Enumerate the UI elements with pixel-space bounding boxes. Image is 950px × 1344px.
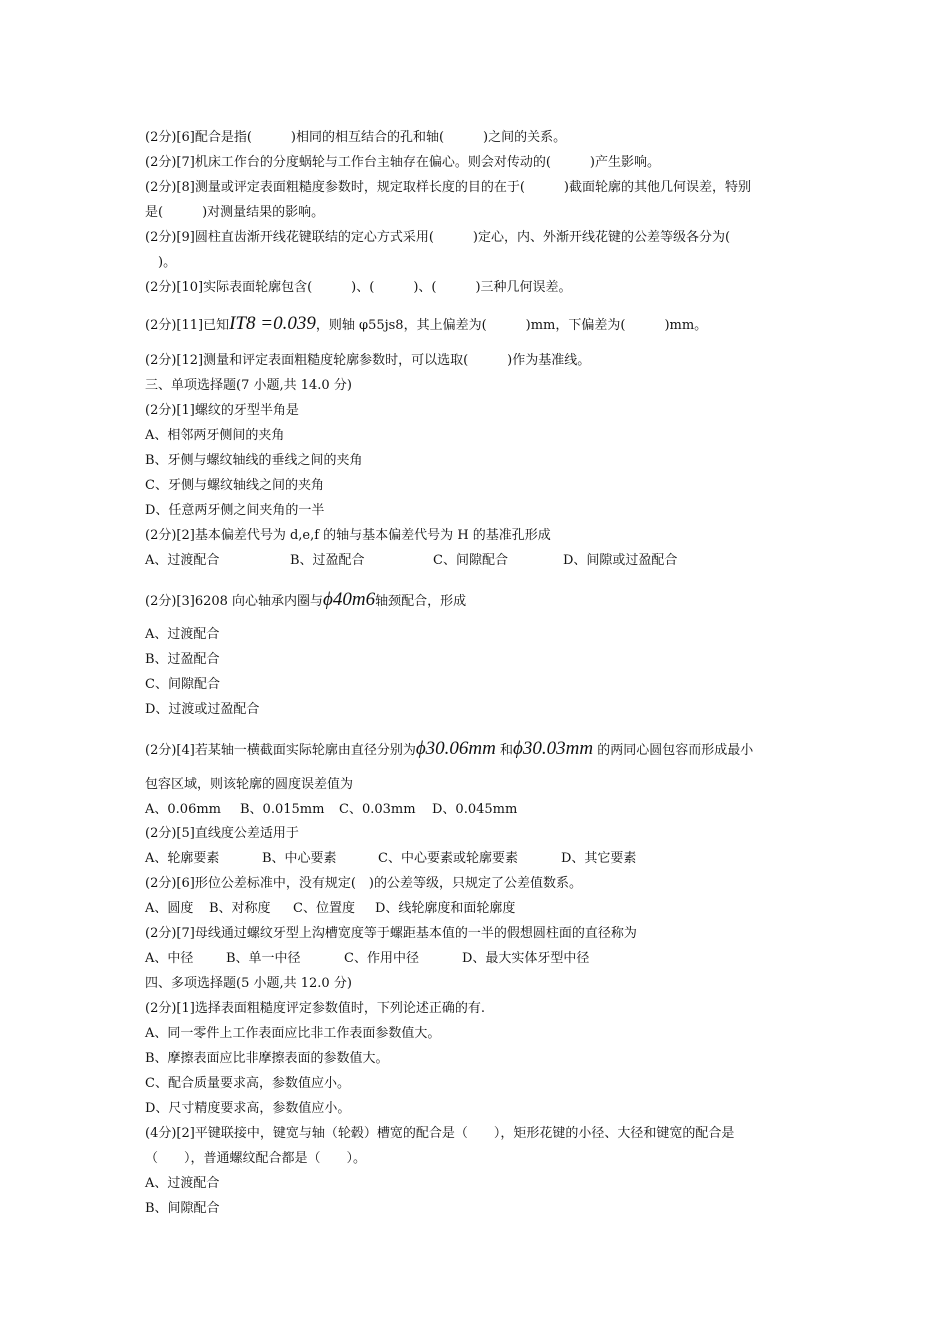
s3-q3-option-b: B、过盈配合 xyxy=(145,652,220,667)
s3-q4-formula-2: ϕ30.03mm xyxy=(513,738,594,759)
s3-q7-option-c: C、作用中径 xyxy=(344,951,419,966)
q11-fill xyxy=(145,312,707,338)
q8-fill-line1: (2分)[8]测量或评定表面粗糙度参数时，规定取样长度的目的在于( )截面轮廓的其他几何误差，特别 xyxy=(145,180,751,195)
s3-q7: (2分)[7]母线通过螺纹牙型上沟槽宽度等于螺距基本值的一半的假想圆柱面的直径称为 xyxy=(145,926,637,941)
s3-q2-option-b: B、过盈配合 xyxy=(290,553,365,568)
q9-fill-line1: (2分)[9]圆柱直齿渐开线花键联结的定心方式采用( )定心，内、外渐开线花键的公差等级各分为( xyxy=(145,230,731,245)
s4-q2-option-b: B、间隙配合 xyxy=(145,1201,220,1216)
section3-title: 三、单项选择题(7 小题,共 14.0 分) xyxy=(145,378,352,393)
q7-fill: (2分)[7]机床工作台的分度蜗轮与工作台主轴存在偏心。则会对传动的( )产生影响。 xyxy=(145,155,660,170)
q10-fill: (2分)[10]实际表面轮廓包含( )、( )、( )三种几何误差。 xyxy=(145,280,572,295)
section4-title: 四、多项选择题(5 小题,共 12.0 分) xyxy=(145,976,352,991)
s3-q7-option-b: B、单一中径 xyxy=(226,951,301,966)
s3-q4-connector: 和 xyxy=(500,743,514,758)
q12-fill: (2分)[12]测量和评定表面粗糙度轮廓参数时，可以选取( )作为基准线。 xyxy=(145,353,591,368)
s3-q7-option-d: D、最大实体牙型中径 xyxy=(462,951,590,966)
s3-q6-option-d: D、线轮廓度和面轮廓度 xyxy=(375,901,516,916)
s4-q1-option-b: B、摩擦表面应比非摩擦表面的参数值大。 xyxy=(145,1051,389,1066)
s3-q1-option-a: A、相邻两牙侧间的夹角 xyxy=(145,428,285,443)
s4-q1-option-a: A、同一零件上工作表面应比非工作表面参数值大。 xyxy=(145,1026,441,1041)
s3-q2: (2分)[2]基本偏差代号为 d,e,f 的轴与基本偏差代号为 H 的基准孔形成 xyxy=(145,528,551,543)
s3-q2-option-d: D、间隙或过盈配合 xyxy=(563,553,678,568)
s3-q6-option-a: A、圆度 xyxy=(145,901,194,916)
s3-q3 xyxy=(145,588,466,614)
s3-q3-formula: ϕ40m6 xyxy=(323,589,376,610)
s3-q1-option-c: C、牙侧与螺纹轴线之间的夹角 xyxy=(145,478,324,493)
q9-fill-line2: )。 xyxy=(145,255,177,270)
s3-q4-formula-1: ϕ30.06mm xyxy=(415,738,496,759)
s3-q7-option-a: A、中径 xyxy=(145,951,194,966)
s3-q1: (2分)[1]螺纹的牙型半角是 xyxy=(145,403,299,418)
q11-suffix: ，则轴 φ55js8，其上偏差为( )mm，下偏差为( )mm。 xyxy=(315,318,708,333)
s3-q4-option-a: A、0.06mm xyxy=(145,802,221,817)
s3-q1-option-b: B、牙侧与螺纹轴线的垂线之间的夹角 xyxy=(145,453,363,468)
s4-q1-option-c: C、配合质量要求高，参数值应小。 xyxy=(145,1076,350,1091)
s3-q3-prefix: (2分)[3]6208 向心轴承内圈与 xyxy=(145,594,324,609)
s3-q4-option-d: D、0.045mm xyxy=(432,802,518,817)
s3-q6-options xyxy=(145,901,515,917)
s3-q4-line2: 包容区域，则该轮廓的圆度误差值为 xyxy=(145,777,354,792)
s3-q2-option-a: A、过渡配合 xyxy=(145,553,220,568)
s3-q4-options xyxy=(145,802,517,818)
s4-q2-option-a: A、过渡配合 xyxy=(145,1176,220,1191)
s3-q5-option-c: C、中心要素或轮廓要素 xyxy=(378,851,518,866)
s3-q5-option-a: A、轮廓要素 xyxy=(145,851,220,866)
s3-q6-option-b: B、对称度 xyxy=(209,901,271,916)
s3-q2-option-c: C、间隙配合 xyxy=(433,553,508,568)
s3-q5-options xyxy=(145,851,636,867)
s4-q1: (2分)[1]选择表面粗糙度评定参数值时，下列论述正确的有. xyxy=(145,1001,485,1016)
s3-q5-option-b: B、中心要素 xyxy=(262,851,337,866)
s3-q7-options xyxy=(145,951,589,967)
s3-q1-option-d: D、任意两牙侧之间夹角的一半 xyxy=(145,503,325,518)
s3-q5: (2分)[5]直线度公差适用于 xyxy=(145,826,299,841)
s3-q4-prefix: (2分)[4]若某轴一横截面实际轮廓由直径分别为 xyxy=(145,743,416,758)
q6-fill: (2分)[6]配合是指( )相同的相互结合的孔和轴( )之间的关系。 xyxy=(145,130,567,145)
s3-q4-option-c: C、0.03mm xyxy=(339,802,416,817)
q11-prefix: (2分)[11]已知 xyxy=(145,318,230,333)
s3-q5-option-d: D、其它要素 xyxy=(561,851,637,866)
s3-q4-option-b: B、0.015mm xyxy=(240,802,325,817)
s3-q3-option-a: A、过渡配合 xyxy=(145,627,220,642)
s3-q3-option-d: D、过渡或过盈配合 xyxy=(145,702,260,717)
s4-q1-option-d: D、尺寸精度要求高，参数值应小。 xyxy=(145,1101,351,1116)
s3-q4 xyxy=(145,737,753,763)
s3-q3-suffix: 轴颈配合，形成 xyxy=(375,594,467,609)
s3-q2-options xyxy=(145,553,677,569)
s4-q2-line1: (4分)[2]平键联接中，键宽与轴（轮毂）槽宽的配合是（ ），矩形花键的小径、大径和键宽的配合是 xyxy=(145,1126,735,1141)
s3-q3-option-c: C、间隙配合 xyxy=(145,677,220,692)
s3-q4-suffix: 的两同心圆包容而形成最小 xyxy=(597,743,754,758)
s3-q6-option-c: C、位置度 xyxy=(293,901,355,916)
s3-q6: (2分)[6]形位公差标准中，没有规定( )的公差等级，只规定了公差值数系。 xyxy=(145,876,582,891)
s4-q2-line2: （ ），普通螺纹配合都是（ ）。 xyxy=(145,1151,367,1166)
q11-formula: IT8 =0.039 xyxy=(229,313,316,334)
q8-fill-line2: 是( )对测量结果的影响。 xyxy=(145,205,325,220)
